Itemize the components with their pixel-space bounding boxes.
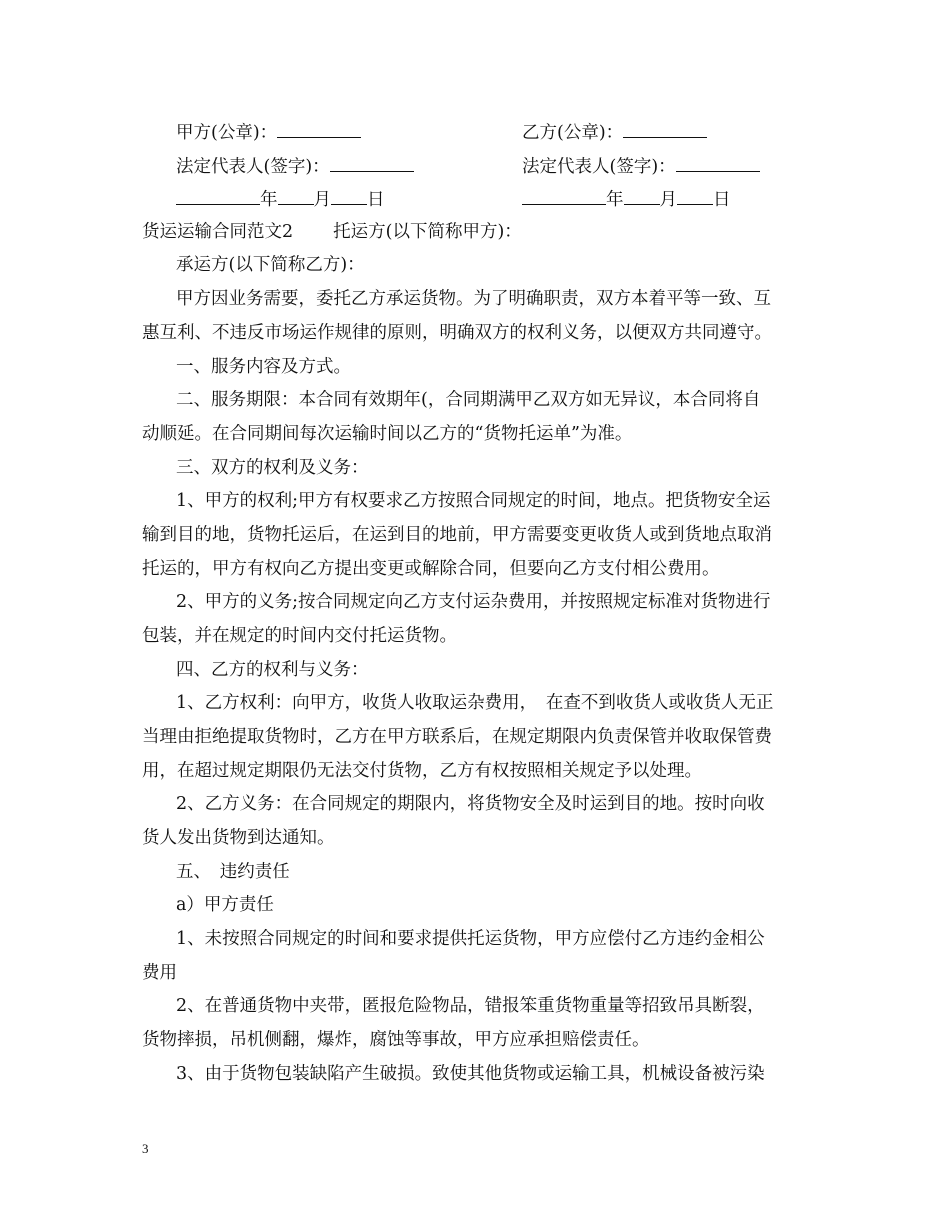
- title-line: [142, 221, 522, 243]
- body-line: 1、乙方权利：向甲方，收货人收取运杂费用， 在查不到收货人或收货人无正: [176, 693, 774, 713]
- body-line: 二、服务期限：本合同有效期年(，合同期满甲乙双方如无异议，本合同将自: [176, 390, 761, 410]
- body-line: 托运的，甲方有权向乙方提出变更或解除合同，但要向乙方支付相公费用。: [142, 559, 720, 579]
- body-line: 惠互利、不违反市场运作规律的原则，明确双方的权利义务，以便双方共同遵守。: [142, 323, 772, 343]
- day-blank: [331, 187, 367, 205]
- party-b-rep-label: 法定代表人(签字)：: [522, 157, 676, 177]
- document-title: 货运运输合同范文2: [142, 222, 294, 242]
- party-a-rep-label: 法定代表人(签字)：: [176, 157, 330, 177]
- year-blank: [522, 187, 606, 205]
- month-label: 月: [659, 190, 677, 210]
- day-label: 日: [367, 190, 385, 210]
- body-line: 1、甲方的权利;甲方有权要求乙方按照合同规定的时间，地点。把货物安全运: [176, 491, 771, 511]
- body-line: 1、未按照合同规定的时间和要求提供托运货物，甲方应偿付乙方违约金相公: [176, 929, 765, 949]
- party-b-rep-blank: [676, 154, 760, 172]
- section-heading: 一、服务内容及方式。: [176, 357, 351, 377]
- party-a-seal-blank: [277, 120, 361, 138]
- month-blank: [278, 187, 314, 205]
- subsection-heading: a）甲方责任: [176, 895, 274, 915]
- party-b-seal-line: [522, 120, 707, 144]
- day-label: 日: [713, 190, 731, 210]
- shipper-label: 托运方(以下简称甲方)：: [333, 222, 522, 242]
- section-heading: 三、双方的权利及义务：: [176, 458, 369, 478]
- year-label: 年: [260, 190, 278, 210]
- month-label: 月: [313, 190, 331, 210]
- party-a-rep-line: [176, 154, 414, 178]
- party-b-rep-line: [522, 154, 760, 178]
- party-b-seal-blank: [623, 120, 707, 138]
- day-blank: [677, 187, 713, 205]
- body-line: 2、乙方义务：在合同规定的期限内，将货物安全及时运到目的地。按时向收: [176, 794, 765, 814]
- body-line: 用，在超过规定期限仍无法交付货物，乙方有权按照相关规定予以处理。: [142, 761, 702, 781]
- body-line: 2、在普通货物中夹带，匿报危险物品，错报笨重货物重量等招致吊具断裂，: [176, 996, 765, 1016]
- body-line: 2、甲方的义务;按合同规定向乙方支付运杂费用，并按照规定标准对货物进行: [176, 592, 771, 612]
- party-a-seal-line: [176, 120, 361, 144]
- body-line: 输到目的地，货物托运后，在运到目的地前，甲方需要变更收货人或到货地点取消: [142, 525, 772, 545]
- body-line: 货物摔损，吊机侧翻，爆炸，腐蚀等事故，甲方应承担赔偿责任。: [142, 1030, 650, 1050]
- party-b-date-line: [522, 187, 731, 211]
- party-a-seal-label: 甲方(公章)：: [176, 123, 278, 143]
- carrier-label: 承运方(以下简称乙方)：: [176, 255, 365, 275]
- body-line: 甲方因业务需要，委托乙方承运货物。为了明确职责，双方本着平等一致、互: [176, 289, 771, 309]
- party-a-date-line: [176, 187, 385, 211]
- party-a-rep-blank: [330, 154, 414, 172]
- page-number: 3: [142, 1141, 149, 1156]
- body-line: 包装，并在规定的时间内交付托运货物。: [142, 626, 457, 646]
- year-label: 年: [606, 190, 624, 210]
- body-line: 动顺延。在合同期间每次运输时间以乙方的“货物托运单”为准。: [142, 424, 633, 444]
- body-line: 当理由拒绝提取货物时，乙方在甲方联系后，在规定期限内负责保管并收取保管费: [142, 727, 772, 747]
- section-heading: 五、 违约责任: [176, 862, 290, 882]
- body-line: 3、由于货物包装缺陷产生破损。致使其他货物或运输工具，机械设备被污染: [176, 1064, 765, 1084]
- year-blank: [176, 187, 260, 205]
- body-line: 费用: [142, 963, 177, 983]
- body-line: 货人发出货物到达通知。: [142, 828, 335, 848]
- section-heading: 四、乙方的权利与义务：: [176, 660, 369, 680]
- month-blank: [624, 187, 660, 205]
- party-b-seal-label: 乙方(公章)：: [522, 123, 624, 143]
